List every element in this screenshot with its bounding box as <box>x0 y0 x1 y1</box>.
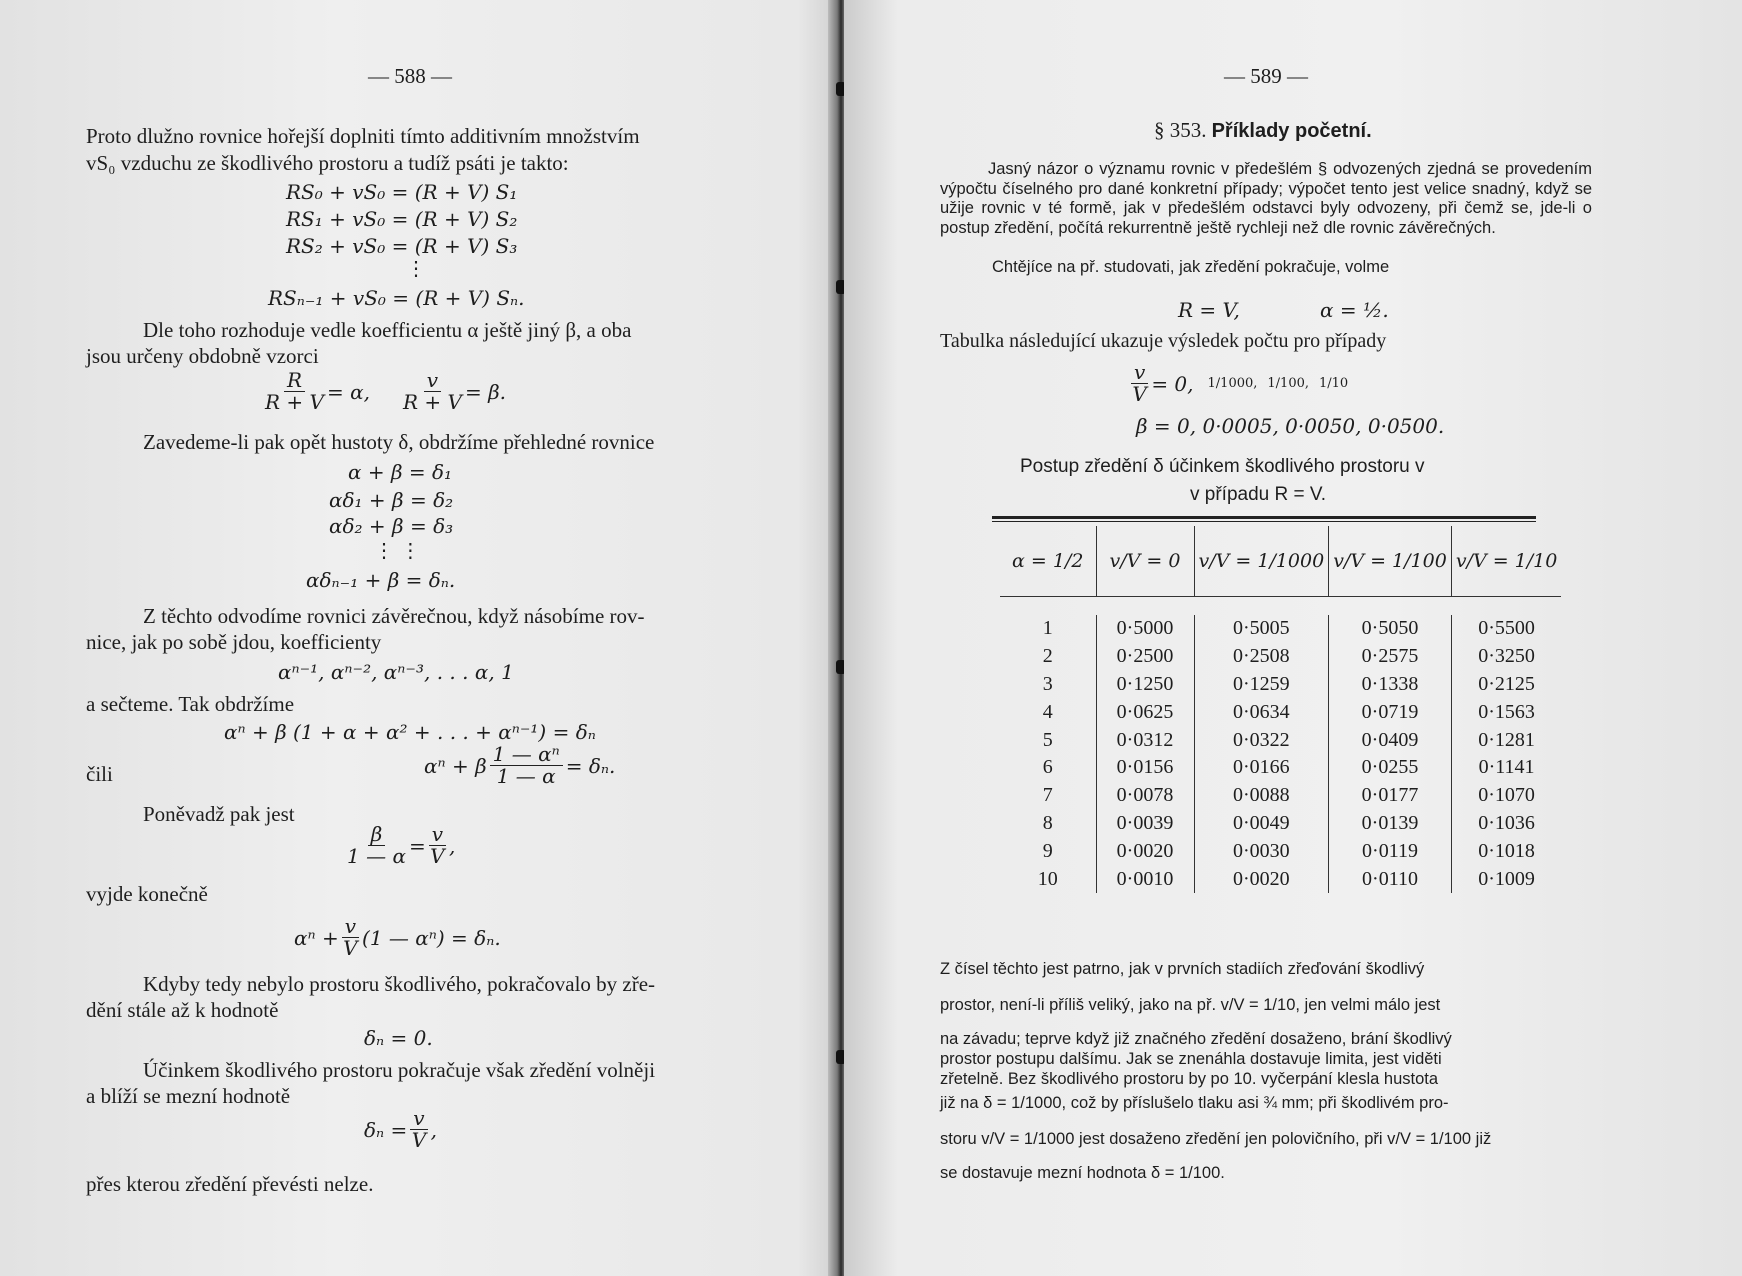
case-value: 1/10 <box>1319 376 1349 391</box>
column-header: α = 1/2 <box>1000 526 1096 597</box>
ellipsis: ⋮ ⋮ <box>374 538 421 562</box>
fraction-numerator: v <box>410 1108 427 1130</box>
value-cell: 0·5005 <box>1194 615 1329 643</box>
table-row <box>1000 726 1561 754</box>
fraction-denominator: 1 — α <box>496 764 556 788</box>
table-rule <box>992 516 1536 519</box>
table-row <box>1000 698 1561 726</box>
value-cell: 0·0322 <box>1194 726 1329 754</box>
equals-sign: = <box>408 833 426 858</box>
right-page <box>844 0 1742 1276</box>
row-index-cell: 10 <box>1000 865 1096 893</box>
table-row <box>1000 615 1561 643</box>
value-cell: 0·1259 <box>1194 671 1329 699</box>
formula-rhs: = β. <box>464 379 506 404</box>
value-cell: 0·0156 <box>1096 754 1194 782</box>
case-value: 1/1000, <box>1207 376 1258 391</box>
case-value: 1/100, <box>1267 376 1309 391</box>
equation: RS₁ + vS₀ = (R + V) S₂ <box>286 207 518 231</box>
value-cell: 0·2508 <box>1194 643 1329 671</box>
equation: αδₙ₋₁ + β = δₙ. <box>306 568 456 592</box>
equation <box>294 916 501 959</box>
table-row <box>1000 643 1561 671</box>
value-cell: 0·5000 <box>1096 615 1194 643</box>
value-cell: 0·0166 <box>1194 754 1329 782</box>
equation: αδ₁ + β = δ₂ <box>329 488 454 512</box>
value-cell: 0·0719 <box>1329 698 1452 726</box>
formula-rhs: (1 — αⁿ) = δₙ. <box>362 925 501 950</box>
value-cell: 0·0177 <box>1329 782 1452 810</box>
paragraph-line: dění stále až k hodnotě <box>86 998 279 1022</box>
equation: α + β = δ₁ <box>348 460 453 484</box>
comma: , <box>449 833 456 858</box>
page-number: — 588 — <box>368 64 452 88</box>
formula-rhs: = 0, <box>1151 371 1194 396</box>
paragraph-line: zřetelně. Bez škodlivého prostoru by po 10. vyčerpání klesla hustota <box>940 1070 1439 1088</box>
fraction-denominator: R + V <box>265 390 324 414</box>
row-index-cell: 3 <box>1000 671 1096 699</box>
table-row <box>1000 837 1561 865</box>
value-cell: 0·0030 <box>1194 837 1329 865</box>
column-header: v/V = 1/1000 <box>1194 526 1329 597</box>
coefficient-list: αⁿ⁻¹, αⁿ⁻², αⁿ⁻³, . . . α, 1 <box>278 660 514 684</box>
paragraph-line: Z těchto odvodíme rovnici závěrečnou, když násobíme rov- <box>143 604 645 628</box>
value-cell: 0·2500 <box>1096 643 1194 671</box>
row-index-cell: 5 <box>1000 726 1096 754</box>
value-cell: 0·1338 <box>1329 671 1452 699</box>
paragraph-line: jsou určeny obdobně vzorci <box>86 344 319 368</box>
paragraph-line: přes kterou zředění převésti nelze. <box>86 1172 374 1196</box>
row-index-cell: 2 <box>1000 643 1096 671</box>
value-cell: 0·1036 <box>1478 811 1535 834</box>
formula-lhs: αⁿ + <box>294 925 339 950</box>
equation: R = V, <box>1178 298 1240 322</box>
value-cell: 0·0255 <box>1329 754 1452 782</box>
cases-equation <box>1128 362 1348 405</box>
equation <box>364 1108 437 1151</box>
paragraph-line: čili <box>86 762 113 786</box>
dilution-table-wrapper <box>1000 526 1561 893</box>
value-cell: 0·0049 <box>1194 810 1329 838</box>
equation: αδ₂ + β = δ₃ <box>329 514 454 538</box>
paragraph-line: na závadu; teprve když již značného zředění dosaženo, brání škodlivý <box>940 1030 1452 1048</box>
value-cell: 0·0020 <box>1096 837 1194 865</box>
value-cell: 0·0634 <box>1194 698 1329 726</box>
value-cell: 0·1070 <box>1478 784 1535 807</box>
equation <box>424 744 615 787</box>
value-cell: 0·0010 <box>1096 865 1194 893</box>
value-cell: 0·5050 <box>1329 615 1452 643</box>
section-title: Příklady početní. <box>1211 120 1372 142</box>
table-body <box>1000 615 1561 893</box>
table-title: v případu R = V. <box>1190 484 1327 505</box>
value-cell: 0·0312 <box>1096 726 1194 754</box>
coefficient-formulas <box>262 370 506 413</box>
row-index-cell: 8 <box>1000 810 1096 838</box>
table-row <box>1000 810 1561 838</box>
fraction-numerator: 1 — αⁿ <box>490 744 563 766</box>
equation: RS₀ + vS₀ = (R + V) S₁ <box>286 180 518 204</box>
table-spacer <box>1000 597 1561 616</box>
fraction-numerator: v <box>1131 362 1148 384</box>
equation <box>344 824 455 867</box>
value-cell: 0·2125 <box>1478 672 1535 695</box>
fraction-numerator: R <box>284 370 305 392</box>
section-number: § 353. <box>1154 118 1207 142</box>
row-index-cell: 6 <box>1000 754 1096 782</box>
paragraph-line: prostor postupu dalšímu. Jak se znenáhla dostavuje limita, jest viděti <box>940 1050 1442 1068</box>
value-cell: 0·1250 <box>1096 671 1194 699</box>
column-header: v/V = 1/100 <box>1329 526 1452 597</box>
value-cell: 0·0110 <box>1329 865 1452 893</box>
equation: RSₙ₋₁ + vS₀ = (R + V) Sₙ. <box>268 286 525 310</box>
fraction-denominator: V <box>430 844 445 868</box>
beta-values: β = 0, 0·0005, 0·0050, 0·0500. <box>1136 414 1445 438</box>
table-row <box>1000 782 1561 810</box>
intro-line: Proto dlužno rovnice hořejší doplniti tímto additivním množstvím <box>86 124 640 148</box>
row-index-cell: 4 <box>1000 698 1096 726</box>
value-cell: 0·0039 <box>1096 810 1194 838</box>
equation: δₙ = 0. <box>364 1026 433 1050</box>
fraction-denominator: V <box>343 936 358 960</box>
paragraph: Jasný názor o významu rovnic v předešlém § odvozených zjedná se provedením výpočtu číselného pro dané konkretní případy; výpočet tento jest velice snadný, když se užije rovnic v té formě, jak v předešlém odstavci byly odvozeny, při čemž se, jde-li o postup zředění, počítá rekurrentně ještě rychleji než dle rovnic závěrečných. <box>940 160 1592 237</box>
column-header: v/V = 1/10 <box>1455 550 1558 572</box>
paragraph-line: Z čísel těchto jest patrno, jak v prvních stadiích zřeďování škodlivý <box>940 960 1425 978</box>
column-header: v/V = 0 <box>1096 526 1194 597</box>
value-cell: 0·0625 <box>1096 698 1194 726</box>
intro-line: vS₀ vzduchu ze škodlivého prostoru a tudíž psáti je takto: <box>86 151 569 175</box>
value-cell: 0·3250 <box>1478 645 1535 668</box>
value-cell: 0·1141 <box>1478 756 1535 779</box>
formula-lhs: αⁿ + β <box>424 753 487 778</box>
paragraph-line: Tabulka následující ukazuje výsledek počtu pro případy <box>940 330 1387 352</box>
paragraph-line: Kdyby tedy nebylo prostoru škodlivého, pokračovalo by zře- <box>143 972 656 996</box>
paragraph-line: a sečteme. Tak obdržíme <box>86 692 295 716</box>
fraction-denominator: V <box>1132 382 1147 406</box>
value-cell: 0·1009 <box>1478 867 1535 890</box>
ellipsis: ⋮ <box>406 256 426 280</box>
table-header-row <box>1000 526 1561 597</box>
fraction-numerator: v <box>342 916 359 938</box>
value-cell: 0·1281 <box>1478 728 1535 751</box>
fraction-denominator: V <box>411 1128 427 1152</box>
formula-rhs: = α, <box>326 379 370 404</box>
value-cell: 0·1018 <box>1478 839 1535 862</box>
paragraph-line: Účinkem škodlivého prostoru pokračuje však zředění volněji <box>143 1058 656 1082</box>
table-row <box>1000 865 1561 893</box>
paragraph-line: se dostavuje mezní hodnota δ = 1/100. <box>940 1164 1225 1182</box>
row-index-cell: 7 <box>1000 782 1096 810</box>
fraction-numerator: v <box>424 370 441 392</box>
value-cell: 0·2575 <box>1329 643 1452 671</box>
value-cell: 0·0139 <box>1329 810 1452 838</box>
section-heading <box>1154 118 1372 143</box>
value-cell: 0·5500 <box>1478 617 1535 640</box>
paragraph-line: a blíží se mezní hodnotě <box>86 1084 291 1108</box>
table-rule <box>992 521 1536 522</box>
paragraph-line: již na δ = 1/1000, což by příslušelo tlaku asi ¾ mm; při škodlivém pro- <box>940 1094 1449 1112</box>
value-cell: 0·0088 <box>1194 782 1329 810</box>
left-page <box>0 0 840 1276</box>
equation: αⁿ + β (1 + α + α² + . . . + αⁿ⁻¹) = δₙ <box>224 720 596 744</box>
formula-lhs: δₙ = <box>364 1117 408 1142</box>
table-title: Postup zředění δ účinkem škodlivého prostoru v <box>1020 456 1425 477</box>
value-cell: 0·0020 <box>1194 865 1329 893</box>
paragraph-line: Zavedeme-li pak opět hustoty δ, obdržíme přehledné rovnice <box>143 430 655 454</box>
table-row <box>1000 754 1561 782</box>
paragraph-line: Dle toho rozhoduje vedle koefficientu α ještě jiný β, a oba <box>143 318 632 342</box>
table-row <box>1000 671 1561 699</box>
paragraph-line: prostor, není-li příliš veliký, jako na př. v/V = 1/10, jen velmi málo jest <box>940 996 1441 1014</box>
formula-rhs: = δₙ. <box>565 753 616 778</box>
value-cell: 0·0409 <box>1329 726 1452 754</box>
page-number: — 589 — <box>1224 64 1308 88</box>
paragraph-line: Poněvadž pak jest <box>143 802 295 826</box>
equation: α = ½. <box>1320 298 1389 322</box>
paragraph-line: Chtějíce na př. studovati, jak zředění pokračuje, volme <box>992 258 1390 276</box>
fraction-numerator: v <box>429 824 446 846</box>
value-cell: 0·0119 <box>1329 837 1452 865</box>
row-index-cell: 1 <box>1000 615 1096 643</box>
fraction-numerator: β <box>368 824 386 846</box>
paragraph-line: vyjde konečně <box>86 882 208 906</box>
paragraph-line: storu v/V = 1/1000 jest dosaženo zředění jen polovičního, při v/V = 1/100 již <box>940 1130 1492 1148</box>
row-index-cell: 9 <box>1000 837 1096 865</box>
comma: , <box>430 1117 437 1142</box>
fraction-denominator: R + V <box>402 390 462 414</box>
value-cell: 0·0078 <box>1096 782 1194 810</box>
value-cell: 0·1563 <box>1478 700 1535 723</box>
equation: RS₂ + vS₀ = (R + V) S₃ <box>286 234 518 258</box>
paragraph-line: nice, jak po sobě jdou, koefficienty <box>86 630 382 654</box>
fraction-denominator: 1 — α <box>347 844 406 868</box>
dilution-table <box>1000 526 1561 893</box>
